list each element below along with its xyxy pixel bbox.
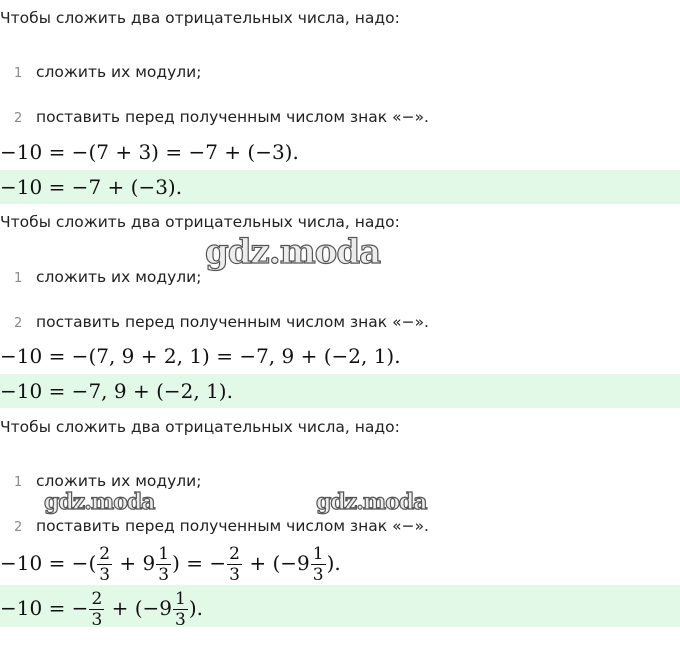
- equation-part: + 9: [113, 551, 156, 575]
- answer-part: −10 = −: [0, 596, 89, 620]
- step-text: сложить их модули;: [36, 472, 202, 490]
- answer-part: ).: [188, 596, 204, 620]
- rule-intro: Чтобы сложить два отрицательных числа, надо:: [0, 418, 400, 436]
- fraction-numerator: 1: [175, 589, 186, 609]
- step-text: сложить их модули;: [36, 63, 202, 81]
- rule-step-2: [14, 516, 429, 538]
- fraction: [227, 544, 242, 585]
- answer-part: + (−9: [105, 596, 173, 620]
- step-number: 2: [14, 316, 23, 331]
- fraction-denominator: 3: [229, 565, 240, 585]
- step-number: 2: [14, 111, 23, 126]
- equation-part: ).: [326, 551, 341, 575]
- equation-part: ) = −: [172, 551, 227, 575]
- fraction-denominator: 3: [99, 565, 111, 585]
- fraction-numerator: 2: [229, 544, 240, 564]
- step-number: 1: [14, 475, 23, 490]
- fraction-denominator: 3: [312, 565, 324, 585]
- fraction: [97, 544, 112, 585]
- equation-part: + (−9: [242, 551, 310, 575]
- fraction-numerator: 1: [158, 544, 170, 564]
- step-number: 2: [14, 520, 23, 535]
- equation: −10 = −(7 + 3) = −7 + (−3).: [0, 140, 299, 164]
- step-number: 1: [14, 271, 23, 286]
- answer-fractions: [0, 589, 203, 630]
- step-text: поставить перед полученным числом знак «−».: [36, 313, 429, 331]
- fraction-numerator: 2: [91, 589, 103, 609]
- step-text: поставить перед полученным числом знак «−».: [36, 108, 429, 126]
- equation-part: −10 = −(: [0, 551, 97, 575]
- fraction-numerator: 1: [312, 544, 324, 564]
- fraction: [311, 544, 326, 585]
- fraction-denominator: 3: [158, 565, 170, 585]
- rule-step-1: [14, 62, 201, 84]
- fraction: [156, 544, 171, 585]
- watermark: gdz.moda: [316, 489, 427, 515]
- step-text: сложить их модули;: [36, 268, 202, 286]
- rule-intro: Чтобы сложить два отрицательных числа, надо:: [0, 9, 400, 27]
- watermark: gdz.moda: [205, 232, 381, 272]
- fraction-denominator: 3: [91, 610, 103, 630]
- fraction: [173, 589, 188, 630]
- watermark: gdz.moda: [44, 489, 155, 515]
- answer: −10 = −7 + (−3).: [0, 175, 183, 199]
- fraction-numerator: 2: [99, 544, 111, 564]
- rule-step-1: [14, 267, 201, 289]
- equation: −10 = −(7, 9 + 2, 1) = −7, 9 + (−2, 1).: [0, 344, 401, 368]
- rule-step-2: [14, 107, 429, 129]
- fraction-denominator: 3: [175, 610, 186, 630]
- fraction: [89, 589, 104, 630]
- answer: −10 = −7, 9 + (−2, 1).: [0, 379, 233, 403]
- step-text: поставить перед полученным числом знак «−».: [36, 517, 429, 535]
- rule-step-2: [14, 312, 429, 334]
- equation-fractions: [0, 544, 341, 585]
- step-number: 1: [14, 66, 23, 81]
- rule-intro: Чтобы сложить два отрицательных числа, надо:: [0, 213, 400, 231]
